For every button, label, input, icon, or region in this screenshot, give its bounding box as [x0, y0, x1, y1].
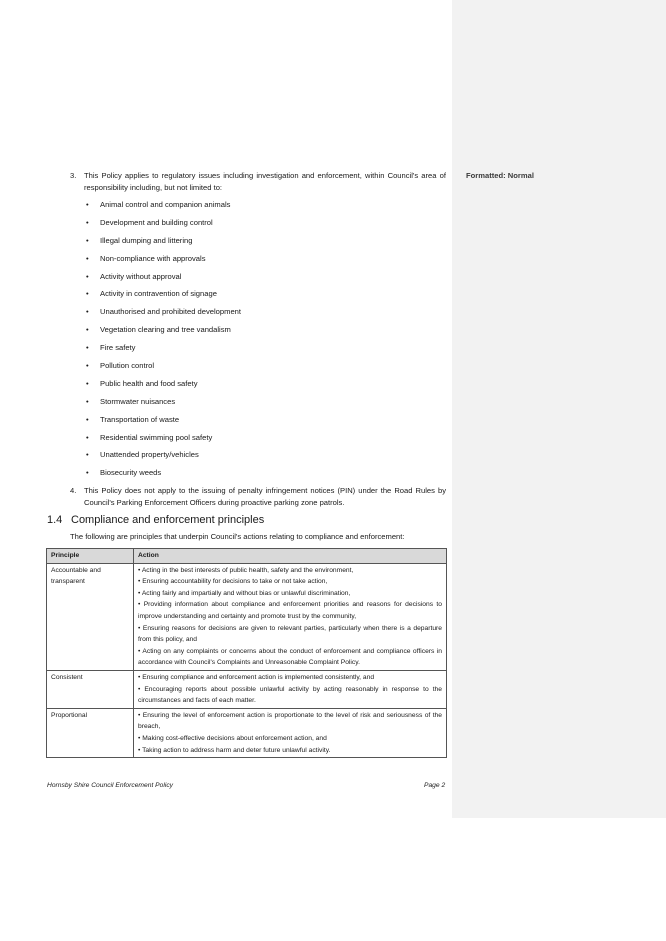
list-item [86, 342, 241, 360]
regulatory-issues-list [86, 199, 241, 485]
bullet-icon: • [86, 217, 89, 227]
action-item: • Taking action to address harm and deter future unlawful activity. [138, 746, 331, 754]
principle-cell: Consistent [47, 670, 134, 708]
list-item-text: Fire safety [100, 343, 136, 353]
action-cell [134, 670, 447, 708]
action-item: • Ensuring accountability for decisions to take or not take action, [138, 578, 328, 586]
list-item [86, 199, 241, 217]
table-row [47, 670, 447, 708]
action-item: • Acting fairly and impartially and without bias or unlawful discrimination, [138, 589, 351, 597]
footer-page-number: Page 2 [424, 782, 446, 789]
principle-cell: Accountable and transparent [47, 563, 134, 670]
list-item-3 [70, 170, 446, 194]
section-number: 1.4 [47, 514, 63, 526]
action-item: • Making cost-effective decisions about enforcement action, and [138, 734, 327, 742]
list-number: 3. [70, 171, 77, 180]
list-item [86, 235, 241, 253]
list-item [86, 324, 241, 342]
comment-pane [452, 0, 666, 818]
list-item [86, 217, 241, 235]
comment-formatted-label[interactable]: Formatted: Normal [466, 171, 534, 180]
list-item-text: Residential swimming pool safety [100, 432, 213, 442]
list-item-text: This Policy does not apply to the issuing of penalty infringement notices (PIN) under the Road Rules by Council's Parking Enforcement Officers during proactive parking zone patrols. [84, 486, 446, 508]
list-item-text: Development and building control [100, 217, 213, 227]
list-item-text: Transportation of waste [100, 414, 180, 424]
bullet-icon: • [86, 253, 89, 263]
bullet-icon: • [86, 343, 89, 353]
bullet-icon: • [86, 450, 89, 460]
section-heading [47, 514, 264, 526]
action-item: • Acting on any complaints or concerns about the conduct of enforcement and compliance officers in accordance with Council's Complaints and Unreasonable Complaint Policy. [138, 647, 442, 667]
bullet-icon: • [86, 235, 89, 245]
list-item-text: Unattended property/vehicles [100, 450, 199, 460]
list-item-text: Activity in contravention of signage [100, 289, 217, 299]
table-row [47, 563, 447, 670]
list-item [86, 432, 241, 450]
list-item-4 [70, 485, 446, 509]
action-item: • Ensuring the level of enforcement action is proportionate to the level of risk and seriousness of the breach, [138, 711, 442, 731]
bullet-icon: • [86, 378, 89, 388]
list-item-text: Public health and food safety [100, 378, 198, 388]
bullet-icon: • [86, 271, 89, 281]
header-principle: Principle [47, 549, 134, 564]
bullet-icon: • [86, 200, 89, 209]
action-item: • Providing information about compliance and enforcement priorities and reasons for decisions to improve understanding and certainty and promote trust by the community, [138, 601, 442, 620]
bullet-icon: • [86, 414, 89, 424]
list-item [86, 306, 241, 324]
list-item-text: Non-compliance with approvals [100, 253, 206, 263]
list-item [86, 288, 241, 306]
section-title: Compliance and enforcement principles [71, 514, 265, 526]
list-item [86, 467, 241, 485]
action-item: • Ensuring compliance and enforcement action is implemented consistently, and [138, 673, 375, 681]
bullet-icon: • [86, 468, 89, 478]
list-item [86, 253, 241, 271]
list-item-text: This Policy applies to regulatory issues including investigation and enforcement, within Council's area of responsibility including, but not limited to: [84, 171, 446, 193]
list-number: 4. [70, 486, 77, 495]
list-item [86, 271, 241, 289]
bullet-icon: • [86, 396, 89, 406]
list-item [86, 414, 241, 432]
action-item: • Ensuring reasons for decisions are given to relevant parties, particularly when there is a departure from this policy, and [138, 624, 442, 644]
list-item-text: Activity without approval [100, 271, 182, 281]
list-item [86, 378, 241, 396]
list-item-text: Biosecurity weeds [100, 468, 162, 478]
list-item-text: Pollution control [100, 361, 155, 371]
table-row [47, 708, 447, 757]
list-item-text: Stormwater nuisances [100, 396, 176, 406]
header-action: Action [134, 549, 447, 564]
list-item [86, 396, 241, 414]
table-header-row [47, 549, 447, 564]
bullet-icon: • [86, 361, 89, 371]
list-item [86, 449, 241, 467]
bullet-icon: • [86, 432, 89, 442]
list-item-text: Animal control and companion animals [100, 200, 231, 209]
section-intro: The following are principles that underpin Council's actions relating to compliance and enforcement: [70, 532, 405, 541]
bullet-icon: • [86, 289, 89, 299]
action-item: • Encouraging reports about possible unlawful activity by acting reasonably in response to the circumstances and facts of each matter. [138, 685, 442, 705]
bullet-icon: • [86, 325, 89, 335]
principle-cell: Proportional [47, 708, 134, 757]
list-item-text: Illegal dumping and littering [100, 235, 193, 245]
action-cell [134, 708, 447, 757]
list-item-text: Vegetation clearing and tree vandalism [100, 325, 231, 335]
bullet-icon: • [86, 307, 89, 317]
principles-table [46, 548, 447, 758]
footer-title: Hornsby Shire Council Enforcement Policy [47, 782, 174, 789]
action-cell [134, 563, 447, 670]
list-item [86, 360, 241, 378]
list-item-text: Unauthorised and prohibited development [100, 307, 242, 317]
action-item: • Acting in the best interests of public health, safety and the environment, [138, 566, 354, 574]
